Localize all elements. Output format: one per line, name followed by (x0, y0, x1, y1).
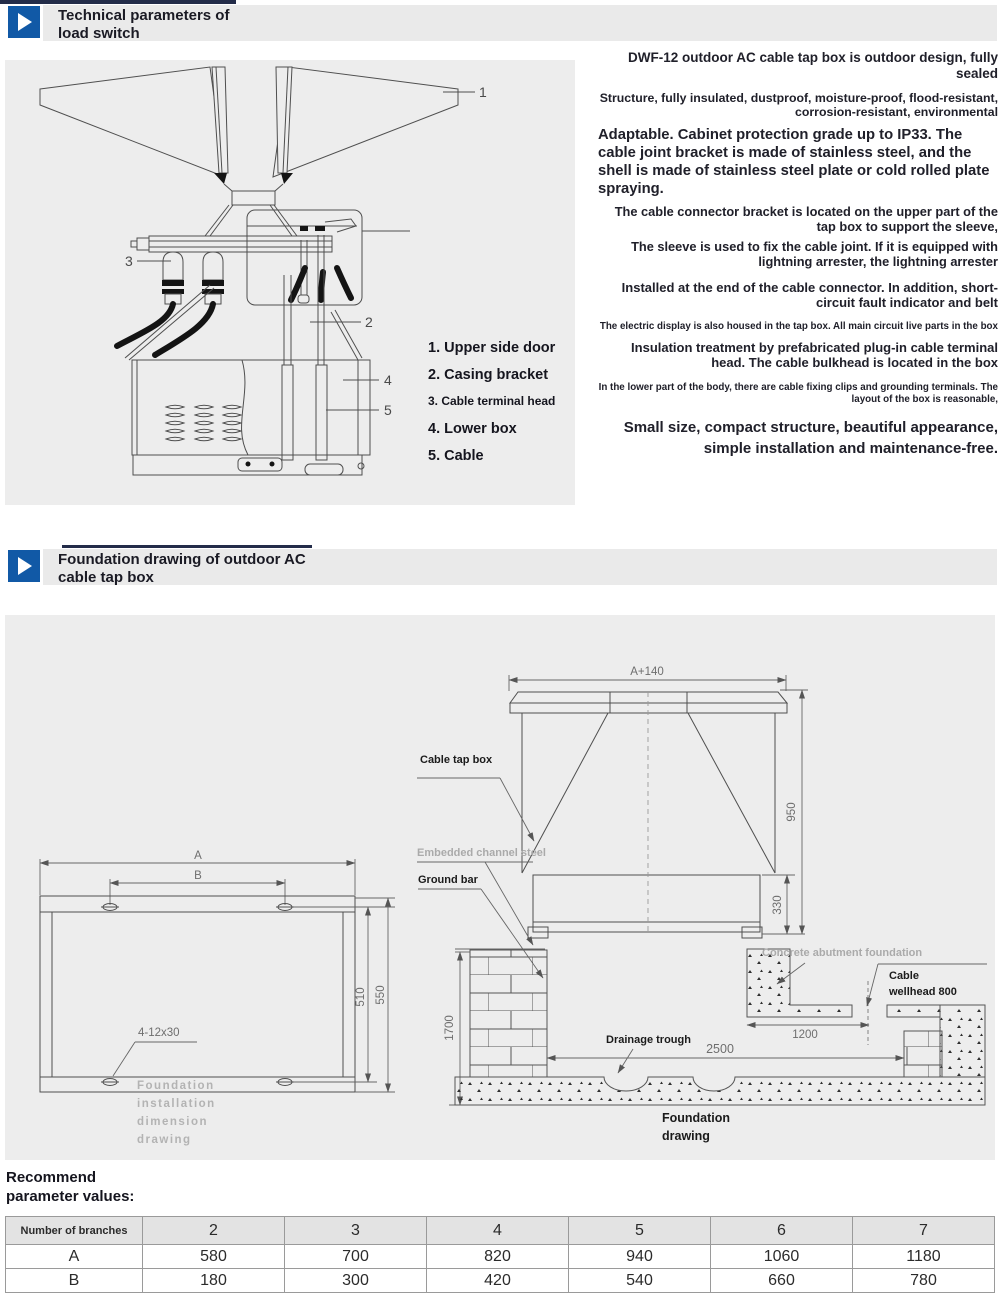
cell: 540 (569, 1269, 711, 1293)
section1-title-line2: load switch (58, 25, 140, 42)
foundation-section-drawing (417, 666, 987, 1143)
cell: 300 (285, 1269, 427, 1293)
description-paragraph: Small size, compact structure, beautiful appearance, simple installation and maintenance-free. (623, 419, 998, 457)
table-header-row (6, 1217, 995, 1245)
dim-1200: 1200 (792, 1029, 818, 1041)
cable-terminal-heads (117, 252, 362, 360)
description-column (598, 50, 998, 459)
top-accent-line (0, 0, 236, 4)
play-triangle-icon (18, 557, 32, 575)
louver-vents (166, 405, 241, 441)
drainage-trough-label: Drainage trough (606, 1034, 691, 1046)
cell: 180 (143, 1269, 285, 1293)
dim-950: 950 (786, 802, 798, 822)
install-caption-line2: installation (137, 1098, 216, 1110)
section1-arrow-icon (8, 6, 40, 38)
table-header-2: 2 (143, 1217, 285, 1245)
table-header-branches: Number of branches (6, 1217, 143, 1245)
foundation-caption-line1: Foundation (662, 1111, 731, 1125)
bolt-spec-label: 4-12x30 (138, 1027, 180, 1039)
dim-A: A (194, 850, 202, 862)
part-item-1: 1. Upper side door (428, 340, 556, 356)
row-label: B (6, 1269, 143, 1293)
recommend-heading (6, 1168, 134, 1206)
description-paragraph: The sleeve is used to fix the cable joint. If it is equipped with lightning arrester, the lightning arrester (631, 239, 998, 270)
foundation-drawing-panel (5, 615, 995, 1160)
ground-bar-label: Ground bar (418, 874, 478, 886)
load-switch-drawing-panel (5, 60, 575, 505)
section2-title-line2: cable tap box (58, 569, 154, 586)
dim-A140: A+140 (630, 666, 664, 678)
section1-title-line1: Technical parameters of (58, 7, 230, 24)
recommend-heading-line1: Recommend (6, 1169, 97, 1186)
cable-tap-box-label: Cable tap box (420, 754, 493, 766)
anchor-bolts (101, 904, 294, 1086)
table-row-B (6, 1269, 995, 1293)
callout-1: 1 (479, 84, 487, 100)
section2-arrow-icon (8, 550, 40, 582)
section2-title (58, 551, 306, 587)
play-triangle-icon (18, 13, 32, 31)
callout-5: 5 (384, 402, 392, 418)
installation-dimension-drawing (40, 850, 395, 1146)
dim-2500: 2500 (706, 1042, 734, 1056)
callout-3: 3 (125, 253, 133, 269)
foundation-caption-line2: drawing (662, 1129, 710, 1143)
description-paragraph: Adaptable. Cabinet protection grade up to IP33. The cable joint bracket is made of stainless steel, and the shell is made of stainless steel plate or cold rolled plate spraying. (598, 127, 990, 197)
table-header-7: 7 (853, 1217, 995, 1245)
cell: 1060 (711, 1245, 853, 1269)
cell: 940 (569, 1245, 711, 1269)
table-header-3: 3 (285, 1217, 427, 1245)
foundation-drawing (5, 615, 995, 1160)
cable-wellhead-label-line2: wellhead 800 (889, 986, 957, 998)
description-paragraph: The cable connector bracket is located on the upper part of the tap box to support the sleeve, (614, 204, 998, 235)
cell: 780 (853, 1269, 995, 1293)
cell: 1180 (853, 1245, 995, 1269)
part-item-2: 2. Casing bracket (428, 367, 549, 383)
dim-550: 550 (375, 985, 387, 1005)
callout-4: 4 (384, 372, 392, 388)
part-item-4: 4. Lower box (428, 421, 517, 437)
upper-side-door-wings (40, 67, 458, 184)
dim-1700: 1700 (444, 1015, 456, 1041)
section1-title (58, 7, 229, 43)
table-header-4: 4 (427, 1217, 569, 1245)
dim-B: B (194, 870, 202, 882)
part-item-5: 5. Cable (428, 448, 484, 464)
lower-box (132, 360, 370, 475)
description-paragraph: DWF-12 outdoor AC cable tap box is outdoor design, fully sealed (627, 50, 998, 81)
cable-wellhead-label-line1: Cable (889, 970, 919, 982)
section2-accent-line (62, 545, 312, 548)
parts-legend (428, 340, 555, 475)
cell: 660 (711, 1269, 853, 1293)
table-header-5: 5 (569, 1217, 711, 1245)
cell: 420 (427, 1269, 569, 1293)
row-label: A (6, 1245, 143, 1269)
description-paragraph: Insulation treatment by prefabricated plug-in cable terminal head. The cable bulkhead is located in the box (631, 340, 998, 371)
install-caption-line4: drawing (137, 1134, 192, 1146)
concrete-abutment-label: Concrete abutment foundation (762, 947, 923, 959)
description-paragraph: In the lower part of the body, there are cable fixing clips and grounding terminals. The layout of the box is reasonable, (598, 382, 998, 405)
description-paragraph: Installed at the end of the cable connector. In addition, short-circuit fault indicator and belt (621, 280, 998, 311)
install-caption-line1: Foundation (137, 1080, 215, 1092)
section2-title-line1: Foundation drawing of outdoor AC (58, 551, 306, 568)
embedded-channel-steel-label: Embedded channel steel (417, 847, 546, 859)
part-item-3: 3. Cable terminal head (428, 394, 556, 408)
callout-2: 2 (365, 314, 373, 330)
cell: 700 (285, 1245, 427, 1269)
cell: 820 (427, 1245, 569, 1269)
dim-330: 330 (772, 895, 784, 915)
cell: 580 (143, 1245, 285, 1269)
description-paragraph: The electric display is also housed in the tap box. All main circuit live parts in the box (599, 320, 998, 332)
dim-510: 510 (355, 987, 367, 1007)
install-caption-line3: dimension (137, 1116, 209, 1128)
table-row-A (6, 1245, 995, 1269)
recommend-heading-line2: parameter values: (6, 1188, 135, 1205)
description-paragraph: Structure, fully insulated, dustproof, moisture-proof, flood-resistant, corrosion-resistant, environmental (599, 90, 998, 119)
parameter-table (5, 1216, 995, 1293)
table-header-6: 6 (711, 1217, 853, 1245)
